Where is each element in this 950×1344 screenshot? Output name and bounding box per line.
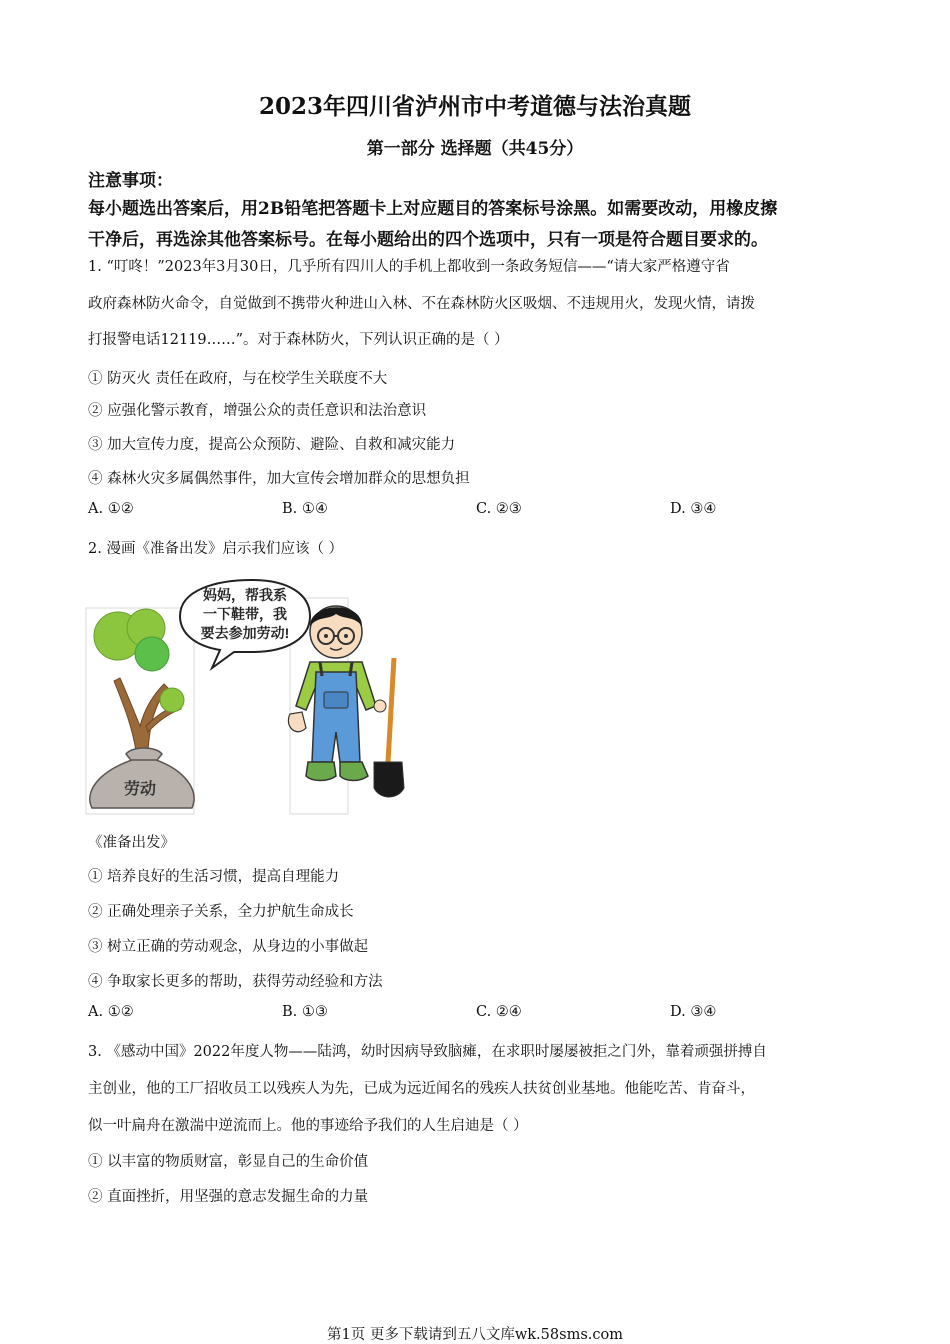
question-2-choice-a: A. ①② (88, 1004, 134, 1020)
question-1-choice-b: B. ①④ (282, 501, 328, 517)
question-2-item: ③ 树立正确的劳动观念，从身边的小事做起 (88, 939, 369, 955)
question-2-choice-c: C. ②④ (476, 1004, 522, 1020)
question-1-item: ② 应强化警示教育，增强公众的责任意识和法治意识 (88, 403, 427, 419)
comic-illustration (84, 576, 414, 818)
question-3-item: ① 以丰富的物质财富，彰显自己的生命价值 (88, 1154, 369, 1170)
question-2-item: ① 培养良好的生活习惯，提高自理能力 (88, 869, 340, 885)
question-1-item: ③ 加大宣传力度，提高公众预防、避险、自救和减灾能力 (88, 437, 456, 453)
bubble-line: 一下鞋带，我 (203, 606, 287, 622)
bubble-line: 妈妈，帮我系 (203, 587, 287, 603)
shovel-icon (374, 658, 404, 797)
question-1-choice-a: A. ①② (88, 501, 134, 517)
section-subtitle: 第一部分 选择题（共45分） (366, 139, 584, 159)
question-1-stem-line: 政府森林防火命令，自觉做到不携带火种进山入林、不在森林防火区吸烟、不违规用火，发现火情，请拨 (88, 296, 755, 312)
question-1-stem-line: 1. “叮咚！”2023年3月30日，几乎所有四川人的手机上都收到一条政务短信——“请大家严格遵守省 (88, 259, 730, 275)
question-3-stem-line: 3. 《感动中国》2022年度人物——陆鸿，幼时因病导致脑瘫，在求职时屡屡被拒之门外，靠着顽强拼搏自 (88, 1044, 767, 1060)
page-title: 2023年四川省泸州市中考道德与法治真题 (258, 93, 691, 120)
question-2-item: ② 正确处理亲子关系，全力护航生命成长 (88, 904, 354, 920)
notice-heading: 注意事项： (88, 171, 173, 191)
question-2-stem: 2. 漫画《准备出发》启示我们应该（ ） (88, 541, 344, 557)
question-3-item: ② 直面挫折，用坚强的意志发掘生命的力量 (88, 1189, 369, 1205)
question-3-stem-line: 似一叶扁舟在激湍中逆流而上。他的事迹给予我们的人生启迪是（ ） (88, 1118, 528, 1134)
question-2-choice-d: D. ③④ (670, 1004, 717, 1020)
bubble-line: 要去参加劳动! (200, 625, 290, 641)
question-1-choice-c: C. ②③ (476, 501, 522, 517)
question-2-choice-b: B. ①③ (282, 1004, 328, 1020)
comic-caption: 《准备出发》 (88, 835, 175, 851)
question-1-stem-line: 打报警电话12119……”。对于森林防火，下列认识正确的是（ ） (88, 332, 509, 348)
page-footer: 第1页 更多下载请到五八文库wk.58sms.com (327, 1327, 623, 1343)
question-1-choice-d: D. ③④ (670, 501, 717, 517)
question-2-item: ④ 争取家长更多的帮助，获得劳动经验和方法 (88, 974, 383, 990)
notice-line: 每小题选出答案后，用2B铅笔把答题卡上对应题目的答案标号涂黑。如需要改动，用橡皮擦 (88, 199, 778, 219)
notice-line: 干净后，再选涂其他答案标号。在每小题给出的四个选项中，只有一项是符合题目要求的。 (88, 230, 768, 250)
question-1-item: ① 防灭火 责任在政府，与在校学生关联度不大 (88, 371, 388, 387)
question-1-item: ④ 森林火灾多属偶然事件，加大宣传会增加群众的思想负担 (88, 471, 470, 487)
question-3-stem-line: 主创业，他的工厂招收员工以残疾人为先，已成为远近闻名的残疾人扶贫创业基地。他能吃苦、肯奋斗， (88, 1081, 755, 1097)
sack-label: 劳动 (123, 781, 157, 798)
